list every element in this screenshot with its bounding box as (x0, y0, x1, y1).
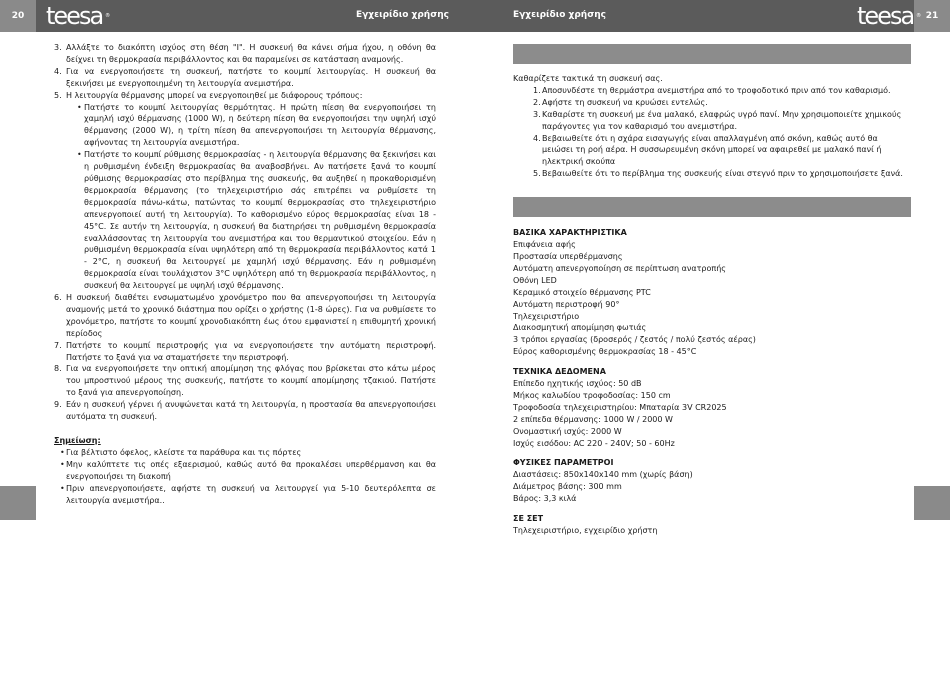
page-number-right: 21 (914, 0, 950, 32)
heating-methods-list (66, 102, 436, 293)
note-title: Σημείωση: (54, 436, 101, 445)
step-item: 8. Για να ενεργοποιήσετε την οπτική απομίμηση της φλόγας που βρίσκεται στο κάτω μέρος του μπροστινού μέρους της συσκευής, πατήστε το κουμπί απομίμησης τζακιού. Πατήστε το ξανά για απενεργοποίηση. (54, 364, 436, 398)
physical-item: Βάρος: 3,3 κιλά (513, 494, 577, 504)
note-item: • Μην καλύπτετε τις οπές εξαερισμού, καθώς αυτό θα προκαλέσει υπερθέρμανση και θα ενεργοποιήσει τη διακοπή (60, 459, 436, 481)
step-item: 6. Η συσκευή διαθέτει ενσωματωμένο χρονόμετρο που θα απενεργοποιήσει τη λειτουργία αναμονής μετά το χρονικό διάστημα που ορίζει ο χρήστης (1-8 ώρες). Για να ρυθμίσετε το χρονόμετρο, πατήστε το κουμπί χρονοδιακόπτη έως ότου εμφανιστεί η επιθυμητή χρονική περίοδος (54, 293, 436, 338)
step-item: 7. Πατήστε το κουμπί περιστροφής για να ενεργοποιήσετε την αυτόματη περιστροφή. Πατήστε το ξανά για να σταματήσετε την περιστροφή. (54, 340, 436, 362)
tech-item: 2 επίπεδα θέρμανσης: 1000 W / 2000 W (513, 414, 673, 424)
feature-item: Οθόνη LED (513, 275, 557, 285)
step-item: 4. Για να ενεργοποιήσετε τη συσκευή, πατήστε το κουμπί λειτουργίας. Η συσκευή θα ξεκινήσει με ενεργοποιημένη τη λειτουργία ανεμιστήρα. (54, 66, 436, 88)
cleaning-step: 2. Αφήστε τη συσκευή να κρυώσει εντελώς. (533, 97, 708, 107)
sub-list-item: • Πατήστε το κουμπί λειτουργίας θερμότητας. Η πρώτη πίεση θα ενεργοποιήσει τη χαμηλή ισχύ θέρμανσης (1000 W), η δεύτερη πίεση θα ενεργοποιήσει την υψηλή ισχύ θέρμανσης (2000 W), η τρίτη πίεση θα απενεργοποιήσει τη λειτουργία θέρμανσης, αφήνοντας τη λειτουργία ανεμιστήρα. (77, 102, 436, 148)
tech-item: Ονομαστική ισχύς: 2000 W (513, 426, 622, 436)
teesa-logo-left: teesa ® (46, 2, 111, 30)
note-item: • Για βέλτιστο όφελος, κλείστε τα παράθυρα και τις πόρτες (60, 447, 302, 457)
feature-item: Αυτόματη απενεργοποίηση σε περίπτωση ανατροπής (513, 263, 726, 273)
physical-params-list (513, 469, 911, 505)
feature-item: Επιφάνεια αφής (513, 240, 576, 250)
step-item: 5. Η λειτουργία θέρμανσης μπορεί να ενεργοποιηθεί με διάφορους τρόπους: • Πατήστε το κουμπί λειτουργίας θερμότητας. Η πρώτη πίεση θα ενεργοποιήσει τη χαμηλή ισχύ θέρμανσης (1000 W), η δεύτερη πίεση θα ενεργοποιήσει την υψηλή ισχύ θέρμανσης (2000 W), η τρίτη πίεση θα απενεργοποιήσει τη λειτουργία θέρμανσης, αφήνοντας τη λειτουργία ανεμιστήρα. • Πατήστε το κουμπί ρύθμισης θερμοκρασίας - η λειτουργία θέρμανσης θα ξεκινήσει και η ρυθμισμένη ένδειξη θερμοκρασίας θα αναβοσβήνει. Αν πατήσετε ξανά το κουμπί ρύθμισης θερμοκρασίας στο περίβλημα της συσκευής, θα αυξηθεί η προκαθορισμένη θερμοκρασία θέρμανσης (το τηλεχειριστήριο σάς επιτρέπει να ρυθμίσετε τη θερμοκρασία πάνω-κάτω, πατώντας το κουμπί θερμοκρασίας στο τηλεχειριστήριο απενεργοποιεί αυτή τη λειτουργία). Το καθορισμένο εύρος θερμοκρασίας είναι 18 - 45°C. Σε αυτήν τη λειτουργία, η συσκευή θα διατηρήσει τη ρυθμισμένη θερμοκρασία εναλλάσσοντας τη λειτουργία του ανεμιστήρα και του θερμαντικού στοιχείου. Εάν η ρυθμισμένη θερμοκρασία είναι υψηλότερη από τη θερμοκρασία περιβάλλοντος κατά 1 - 2°C, η συσκευή θα λειτουργεί με χαμηλή ισχύ θέρμανσης. Εάν η ρυθμισμένη θερμοκρασία είναι τουλάχιστον 3°C υψηλότερη από τη θερμοκρασία περιβάλλοντος, η συσκευή θα λειτουργεί με υψηλή ισχύ θέρμανσης. (54, 90, 436, 291)
teesa-logo-right: teesa ® (857, 2, 922, 30)
tech-item: Μήκος καλωδίου τροφοδοσίας: 150 cm (513, 390, 671, 400)
physical-params-heading: ΦΥΣΙΚΕΣ ΠΑΡΑΜΕΤΡΟΙ (513, 458, 614, 468)
feature-item: 3 τρόποι εργασίας (δροσερός / ζεστός / πολύ ζεστός αέρας) (513, 335, 756, 345)
tech-data-heading: ΤΕΧΝΙΚΑ ΔΕΔΟΜΕΝΑ (513, 367, 606, 377)
features-list (513, 239, 911, 358)
features-heading: ΒΑΣΙΚΑ ΧΑΡΑΚΤΗΡΙΣΤΙΚΑ (513, 228, 627, 238)
tech-item: Τροφοδοσία τηλεχειριστηρίου: Μπαταρία 3V CR2025 (513, 402, 727, 412)
feature-item: Διακοσμητική απομίμηση φωτιάς (513, 323, 647, 333)
header-title-right: Εγχειρίδιο χρήσης (513, 10, 606, 20)
physical-item: Διαστάσεις: 850x140x140 mm (χωρίς βάση) (513, 470, 693, 480)
instruction-steps (54, 42, 436, 423)
feature-item: Τηλεχειριστήριο (513, 311, 580, 321)
tech-item: Επίπεδο ηχητικής ισχύος: 50 dB (513, 379, 642, 389)
step-item: 3. Αλλάξτε το διακόπτη ισχύος στη θέση "I". Η συσκευή θα κάνει σήμα ήχου, η οθόνη θα δείχνει τη θερμοκρασία περιβάλλοντος και θα παραμείνει σε κατάσταση αναμονής. (54, 43, 436, 64)
header-title-left: Εγχειρίδιο χρήσης (356, 10, 449, 20)
physical-item: Διάμετρος βάσης: 300 mm (513, 482, 622, 492)
page-number-left: 20 (0, 0, 36, 32)
tech-item: Ισχύς εισόδου: AC 220 - 240V; 50 - 60Hz (513, 438, 675, 448)
feature-item: Προστασία υπερθέρμανσης (513, 251, 623, 261)
section-header-bar (513, 44, 911, 64)
feature-item: Εύρος καθορισμένης θερμοκρασίας 18 - 45°C (513, 347, 697, 357)
side-tab-left (0, 486, 36, 520)
sub-list-item: • Πατήστε το κουμπί ρύθμισης θερμοκρασίας - η λειτουργία θέρμανσης θα ξεκινήσει και η ρυθμισμένη ένδειξη θερμοκρασίας θα αναβοσβήνει. Αν πατήσετε ξανά το κουμπί ρύθμισης θερμοκρασίας στο περίβλημα της συσκευής, θα αυξηθεί η προκαθορισμένη θερμοκρασία θέρμανσης (το τηλεχειριστήριο σάς επιτρέπει να ρυθμίσετε τη θερμοκρασία πάνω-κάτω, πατώντας το κουμπί θερμοκρασίας στο τηλεχειριστήριο απενεργοποιεί αυτή τη λειτουργία). Το καθορισμένο εύρος θερμοκρασίας είναι 18 - 45°C. Σε αυτήν τη λειτουργία, η συσκευή θα διατηρήσει τη ρυθμισμένη θερμοκρασία εναλλάσσοντας τη λειτουργία του ανεμιστήρα και του θερμαντικού στοιχείου. Εάν η ρυθμισμένη θερμοκρασία είναι υψηλότερη από τη θερμοκρασία περιβάλλοντος κατά 1 - 2°C, η συσκευή θα λειτουργεί με χαμηλή ισχύ θέρμανσης. Εάν η ρυθμισμένη θερμοκρασία είναι τουλάχιστον 3°C υψηλότερη από τη θερμοκρασία περιβάλλοντος, η συσκευή θα λειτουργεί με υψηλή ισχύ θέρμανσης. (77, 150, 436, 291)
feature-item: Αυτόματη περιστροφή 90° (513, 299, 620, 309)
cleaning-step: 1. Αποσυνδέστε τη θερμάστρα ανεμιστήρα από το τροφοδοτικό πριν από τον καθαρισμό. (533, 85, 891, 95)
feature-item: Κεραμικό στοιχείο θέρμανσης PTC (513, 287, 651, 297)
page-header (0, 0, 950, 32)
cleaning-steps (513, 85, 911, 180)
cleaning-step: 3. Καθαρίστε τη συσκευή με ένα μαλακό, ελαφρώς υγρό πανί. Μην χρησιμοποιείτε χημικούς παράγοντες για τον καθαρισμό του ανεμιστήρα. (533, 109, 902, 131)
cleaning-step: 5. Βεβαιωθείτε ότι το περίβλημα της συσκευής είναι στεγνό πριν το χρησιμοποιήσετε ξανά. (533, 169, 903, 179)
left-page-content (54, 42, 436, 506)
note-item: • Πριν απενεργοποιήσετε, αφήστε τη συσκευή να λειτουργεί για 5-10 δευτερόλεπτα σε λειτουργία ανεμιστήρα.. (60, 483, 436, 505)
cleaning-intro: Καθαρίζετε τακτικά τη συσκευή σας. (513, 74, 663, 83)
in-set-list (513, 525, 911, 537)
step-item: 9. Εάν η συσκευή γέρνει ή ανυψώνεται κατά τη λειτουργία, η προστασία θα απενεργοποιήσει αυτόματα τη συσκευή. (54, 400, 436, 422)
in-set-heading: ΣΕ ΣΕΤ (513, 514, 544, 524)
set-item: Τηλεχειριστήριο, εγχειρίδιο χρήστη (513, 526, 658, 535)
tech-data-list (513, 378, 911, 449)
cleaning-step: 4. Βεβαιωθείτε ότι η σχάρα εισαγωγής είναι απαλλαγμένη από σκόνη, καθώς αυτό θα μειώσει τη ροή αέρα. Η συσσωρευμένη σκόνη μπορεί να αφαιρεθεί με μαλακό πανί ή ηλεκτρική σκούπα (533, 133, 882, 167)
side-tab-right (914, 486, 950, 520)
right-page-content (513, 44, 911, 537)
section-header-bar (513, 197, 911, 217)
notes-list (54, 447, 436, 507)
